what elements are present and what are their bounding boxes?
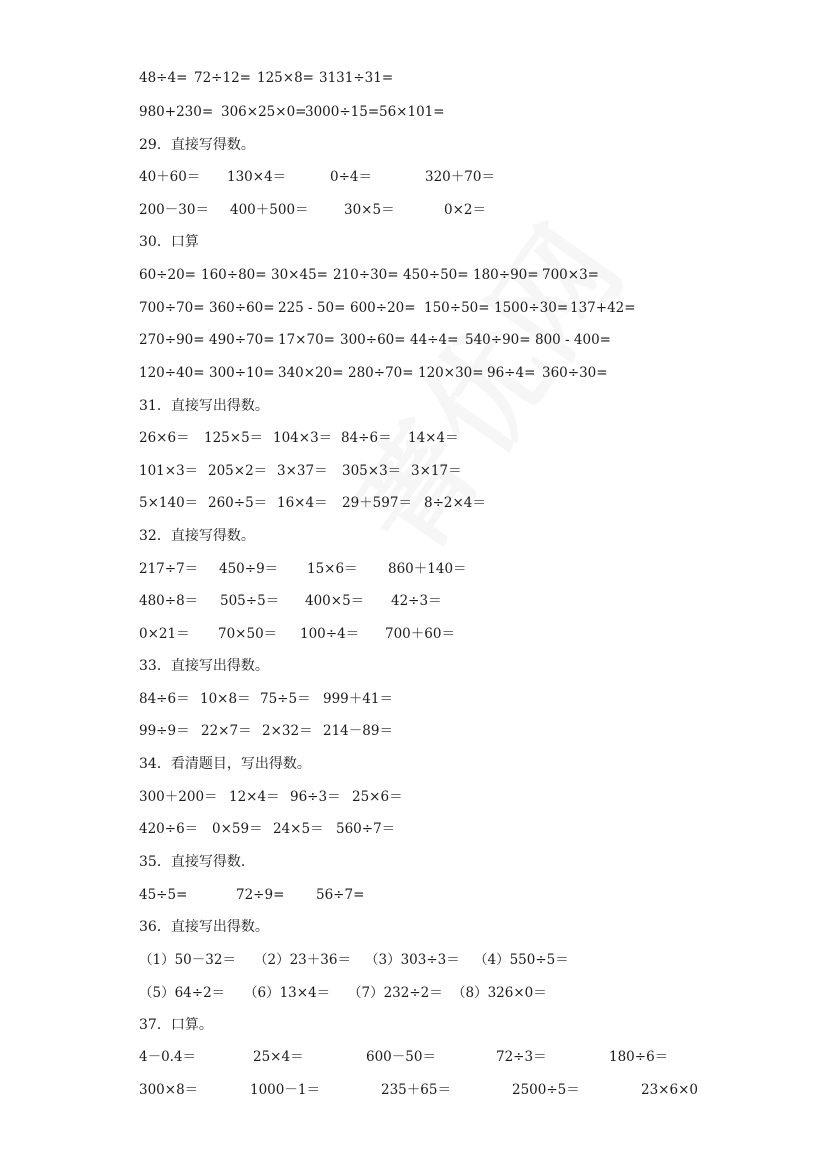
problem: 29＋597＝ [342,495,412,511]
problem: 44÷4= [410,332,459,348]
problem: 300＋200＝ [139,789,218,805]
problem: 300÷10= [209,365,275,381]
problem: 210÷30= [333,267,399,283]
problem: 5×140＝ [139,495,199,511]
problem: 40＋60＝ [139,169,201,185]
problem: 25×6＝ [352,789,403,805]
problem: 4－0.4＝ [139,1049,197,1065]
problem: 505÷5＝ [220,593,280,609]
problem: 0×21＝ [139,626,190,642]
problem: 560÷7＝ [336,821,396,837]
problem: 490÷70= [209,332,275,348]
problem: 125×5＝ [204,430,264,446]
problem: 84÷6＝ [139,691,190,707]
problem: 360÷30= [542,365,608,381]
problem: 30×5＝ [344,202,395,218]
problem: 400×5＝ [305,593,365,609]
problem: （2）23＋36＝ [254,952,351,968]
problem: 3131÷31= [319,70,394,86]
problem: 0×2＝ [444,202,486,218]
problem: 225 - 50= [278,300,346,316]
problem: 320＋70＝ [425,169,495,185]
problem: 420÷6＝ [139,821,199,837]
problem: 160÷80= [201,267,267,283]
problem: 305×3＝ [342,463,402,479]
problem: 48÷4= [139,70,188,86]
watermark [306,189,653,583]
problem: 480÷8＝ [139,593,199,609]
problem: 15×6＝ [307,561,358,577]
problem: 23×6×0 [641,1082,698,1098]
problem: 56÷7= [316,887,365,903]
problem: 1500÷30= [494,300,569,316]
problem: 360÷60= [209,300,275,316]
problem: 24×5＝ [273,821,324,837]
problem: 205×2＝ [208,463,268,479]
problem: （1）50－32＝ [139,952,236,968]
problem: 72÷3＝ [496,1049,547,1065]
question-heading: 29．直接写得数。 [139,137,255,153]
problem: 700×3= [542,267,599,283]
problem: （5）64÷2＝ [139,985,226,1001]
problem: 300÷60= [340,332,406,348]
problem: 280÷70= [348,365,414,381]
problem: 96÷4= [487,365,536,381]
question-heading: 35．直接写得数． [139,854,255,870]
question-heading: 34．看清题目，写出得数。 [139,756,311,772]
problem: 1000－1＝ [250,1082,320,1098]
problem: 104×3＝ [273,430,333,446]
problem: 450÷50= [403,267,469,283]
problem: 180÷6＝ [609,1049,669,1065]
problem: 450÷9＝ [219,561,279,577]
question-heading: 32．直接写得数。 [139,528,255,544]
problem: 84÷6＝ [341,430,392,446]
problem: 600－50＝ [366,1049,436,1065]
problem: （8）326×0＝ [452,985,547,1001]
problem: 100÷4＝ [300,626,360,642]
problem: 214－89＝ [323,723,393,739]
problem: 45÷5= [139,887,188,903]
question-heading: 37．口算。 [139,1017,213,1033]
problem: 60÷20= [139,267,196,283]
problem: 72÷12= [194,70,251,86]
problem: 99÷9＝ [139,723,190,739]
question-heading: 30．口算 [139,234,199,250]
problem: 12×4＝ [229,789,280,805]
problem: 306×25×0= [221,104,307,120]
problem: 8÷2×4＝ [424,495,486,511]
problem: 96÷3＝ [290,789,341,805]
problem: 340×20= [278,365,344,381]
problem: 16×4＝ [277,495,328,511]
problem: 75÷5＝ [260,691,311,707]
problem: 125×8= [257,70,314,86]
problem: 56×101= [379,104,445,120]
problem: 30×45= [271,267,328,283]
problem: 999＋41＝ [323,691,393,707]
problem: 700＋60＝ [385,626,455,642]
problem: 217÷7＝ [139,561,199,577]
problem: 17×70= [278,332,335,348]
problem: 26×6＝ [139,430,190,446]
problem: 800 - 400= [535,332,611,348]
problem: （6）13×4＝ [244,985,331,1001]
question-heading: 33．直接写出得数。 [139,658,269,674]
problem: 120÷40= [139,365,205,381]
problem: 22×7＝ [201,723,252,739]
problem: 180÷90= [473,267,539,283]
problem: 70×50＝ [218,626,278,642]
problem: 42÷3＝ [391,593,442,609]
problem: 2×32＝ [262,723,313,739]
problem: 260÷5＝ [208,495,268,511]
problem: 0÷4＝ [330,169,372,185]
problem: 101×3＝ [139,463,199,479]
problem: 25×4＝ [253,1049,304,1065]
problem: 300×8＝ [139,1082,199,1098]
problem: 980+230= [139,104,214,120]
problem: 10×8＝ [200,691,251,707]
problem: 600÷20= [350,300,416,316]
problem: 270÷90= [139,332,205,348]
problem: 72÷9= [236,887,285,903]
problem: 137+42= [570,300,636,316]
problem: 400＋500＝ [230,202,309,218]
problem: 540÷90= [465,332,531,348]
problem: 0×59＝ [212,821,263,837]
problem: 120×30= [418,365,484,381]
problem: 860＋140＝ [388,561,467,577]
problem: 150÷50= [424,300,490,316]
problem: 3000÷15= [305,104,380,120]
problem: （7）232÷2＝ [348,985,443,1001]
problem: 3×17＝ [411,463,462,479]
problem: 235＋65＝ [381,1082,451,1098]
problem: 14×4＝ [408,430,459,446]
question-heading: 36．直接写出得数。 [139,919,269,935]
question-heading: 31．直接写出得数。 [139,398,269,414]
problem: 130×4＝ [227,169,287,185]
problem: 2500÷5＝ [512,1082,580,1098]
problem: 200－30＝ [139,202,209,218]
problem: 3×37＝ [277,463,328,479]
problem: （3）303÷3＝ [365,952,460,968]
problem: 700÷70= [139,300,205,316]
problem: （4）550÷5＝ [474,952,569,968]
